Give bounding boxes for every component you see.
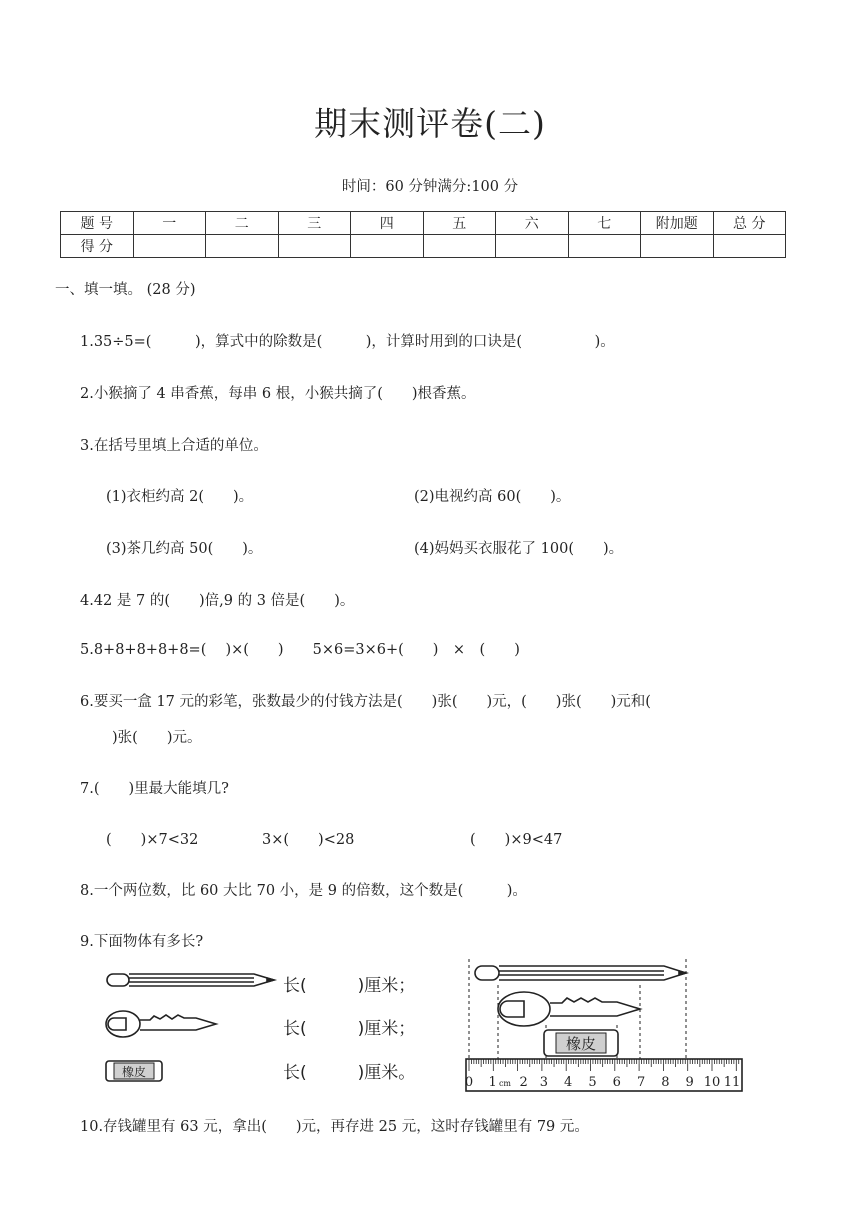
question-3-part-1: (1)衣柜约高 2( )。 bbox=[106, 489, 254, 505]
question-4: 4.42 是 7 的( )倍,9 的 3 倍是( )。 bbox=[80, 593, 355, 609]
score-header-cell: 一 bbox=[133, 212, 206, 235]
section-heading: 一、填一填。 (28 分) bbox=[55, 282, 196, 298]
score-header-cell: 二 bbox=[206, 212, 279, 235]
ruler-number: 3 bbox=[539, 1075, 549, 1090]
page-title: 期末测评卷(二) bbox=[314, 104, 546, 143]
key-icon bbox=[106, 1011, 216, 1037]
question-7: 7.( )里最大能填几? bbox=[80, 781, 229, 797]
question-7-part-a: ( )×7<32 bbox=[106, 832, 199, 848]
ruler-number: 0 bbox=[464, 1075, 474, 1090]
score-header-cell: 题 号 bbox=[61, 212, 134, 235]
score-header-cell: 附加题 bbox=[641, 212, 714, 235]
question-5: 5.8+8+8+8+8=( )×( ) 5×6=3×6+( ) × ( ) bbox=[80, 642, 520, 658]
ruler-number: 1 bbox=[488, 1075, 497, 1090]
score-header-cell: 七 bbox=[568, 212, 641, 235]
question-6-line-1: 6.要买一盒 17 元的彩笔，张数最少的付钱方法是( )张( )元，( )张( )元和( bbox=[80, 694, 651, 710]
score-input-cell[interactable] bbox=[278, 235, 351, 258]
score-row-label: 得 分 bbox=[61, 235, 134, 258]
eraser-label-ruler: 橡皮 bbox=[565, 1035, 597, 1053]
question-9-eraser-answer: 长( )厘米。 bbox=[283, 1063, 416, 1083]
score-header-cell: 四 bbox=[351, 212, 424, 235]
ruler-number: 7 bbox=[636, 1075, 646, 1090]
question-10: 10.存钱罐里有 63 元，拿出( )元，再存进 25 元，这时存钱罐里有 79 元。 bbox=[80, 1119, 589, 1135]
score-table-score-row bbox=[61, 235, 786, 258]
question-3-part-4: (4)妈妈买衣服花了 100( )。 bbox=[414, 541, 624, 557]
score-input-cell[interactable] bbox=[206, 235, 279, 258]
question-7-part-c: ( )×9<47 bbox=[470, 832, 563, 848]
score-header-cell: 三 bbox=[278, 212, 351, 235]
question-9: 9.下面物体有多长? bbox=[80, 934, 204, 950]
question-9-pencil-answer: 长( )厘米； bbox=[283, 976, 416, 996]
score-input-cell[interactable] bbox=[713, 235, 786, 258]
question-7-part-b: 3×( )<28 bbox=[262, 832, 355, 848]
ruler-illustration bbox=[462, 955, 752, 1097]
score-table-header-row bbox=[61, 212, 786, 235]
ruler-eraser-icon bbox=[544, 1030, 618, 1056]
score-input-cell[interactable] bbox=[568, 235, 641, 258]
question-6-line-2: )张( )元。 bbox=[112, 730, 202, 746]
score-input-cell[interactable] bbox=[351, 235, 424, 258]
ruler-number: 8 bbox=[661, 1075, 670, 1090]
pencil-icon bbox=[107, 974, 274, 986]
objects-illustration bbox=[104, 966, 284, 1090]
score-input-cell[interactable] bbox=[423, 235, 496, 258]
ruler-unit: cm bbox=[498, 1079, 512, 1088]
score-header-cell: 总 分 bbox=[713, 212, 786, 235]
question-9-key-answer: 长( )厘米； bbox=[283, 1019, 416, 1039]
ruler-number: 9 bbox=[685, 1075, 694, 1090]
question-2: 2.小猴摘了 4 串香蕉，每串 6 根，小猴共摘了( )根香蕉。 bbox=[80, 386, 476, 402]
score-table bbox=[60, 211, 786, 258]
eraser-label-left: 橡皮 bbox=[121, 1065, 147, 1079]
ruler-number: 10 bbox=[703, 1075, 721, 1090]
ruler-icon bbox=[465, 1059, 742, 1091]
score-header-cell: 五 bbox=[423, 212, 496, 235]
eraser-icon bbox=[106, 1061, 162, 1081]
question-3-part-2: (2)电视约高 60( )。 bbox=[414, 489, 571, 505]
score-header-cell: 六 bbox=[496, 212, 569, 235]
question-8: 8.一个两位数，比 60 大比 70 小，是 9 的倍数，这个数是( )。 bbox=[80, 883, 527, 899]
score-input-cell[interactable] bbox=[133, 235, 206, 258]
question-3: 3.在括号里填上合适的单位。 bbox=[80, 438, 268, 454]
ruler-pencil-icon bbox=[475, 966, 686, 980]
score-input-cell[interactable] bbox=[496, 235, 569, 258]
ruler-number: 2 bbox=[519, 1075, 528, 1090]
exam-info: 时间：60 分钟满分:100 分 bbox=[341, 179, 519, 195]
ruler-number: 6 bbox=[612, 1075, 621, 1090]
question-1: 1.35÷5=( )，算式中的除数是( )，计算时用到的口诀是( )。 bbox=[80, 334, 615, 350]
ruler-number: 11 bbox=[723, 1075, 741, 1090]
score-input-cell[interactable] bbox=[641, 235, 714, 258]
ruler-key-icon bbox=[498, 992, 640, 1026]
question-3-part-3: (3)茶几约高 50( )。 bbox=[106, 541, 263, 557]
ruler-number: 4 bbox=[564, 1075, 573, 1090]
ruler-number: 5 bbox=[588, 1075, 597, 1090]
